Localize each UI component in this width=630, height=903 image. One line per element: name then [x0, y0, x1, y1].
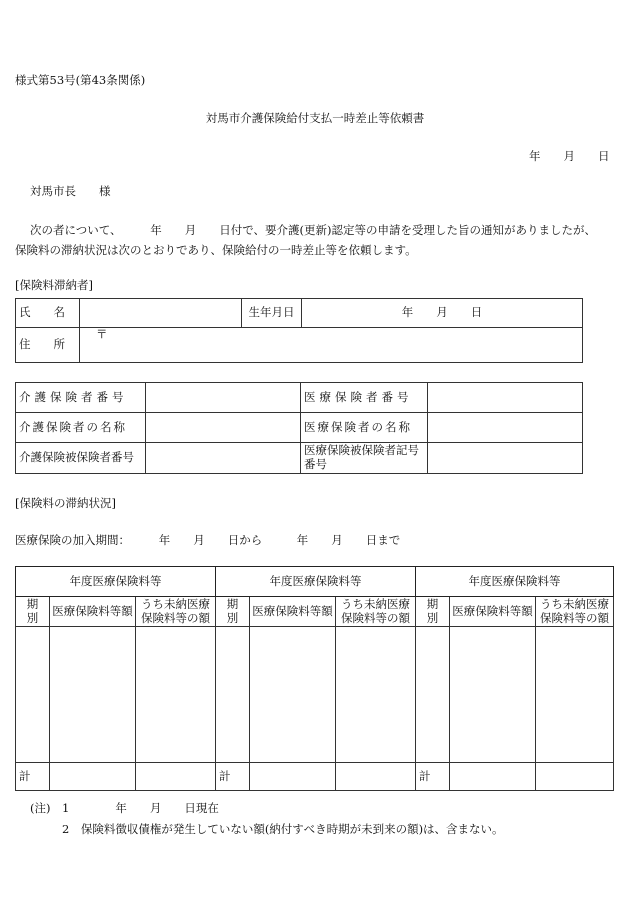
medical-insurer-name-field[interactable] [428, 413, 583, 443]
form-number: 様式第53号(第43条関係) [15, 73, 146, 87]
address-label: 住 所 [16, 328, 80, 363]
date-line: 年 月 日 [529, 149, 610, 163]
total-unpaid-1[interactable] [136, 763, 216, 791]
body-text-line1: 次の者について、 年 月 日付で、要介護(更新)認定等の申請を受理した旨の通知がありましたが、 [30, 223, 597, 237]
period-cell-3[interactable] [416, 627, 450, 763]
care-insured-number-label: 介護保険被保険者番号 [16, 443, 146, 474]
year-header-1: 年度医療保険料等 [16, 567, 216, 597]
total-label-3: 計 [416, 763, 450, 791]
medical-insured-number-label: 医療保険被保険者記号番号 [301, 443, 428, 474]
col-amount-1: 医療保険料等額 [50, 597, 136, 627]
notes-prefix: (注) [30, 801, 51, 815]
col-unpaid-1: うち未納医療保険料等の額 [136, 597, 216, 627]
care-insurer-number-label: 介護保険者番号 [16, 383, 146, 413]
body-text-line2: 保険料の滞納状況は次のとおりであり、保険給付の一時差止等を依頼します。 [15, 243, 417, 257]
col-unpaid-3: うち未納医療保険料等の額 [536, 597, 614, 627]
section-heading-status: [保険料の滞納状況] [15, 496, 116, 510]
dob-label: 生年月日 [242, 299, 302, 328]
total-label-1: 計 [16, 763, 50, 791]
name-field[interactable] [80, 299, 242, 328]
total-amount-1[interactable] [50, 763, 136, 791]
amount-cell-3[interactable] [450, 627, 536, 763]
medical-insurer-number-field[interactable] [428, 383, 583, 413]
care-insurer-name-label: 介護保険者の名称 [16, 413, 146, 443]
period-cell-1[interactable] [16, 627, 50, 763]
total-unpaid-2[interactable] [336, 763, 416, 791]
name-label: 氏 名 [16, 299, 80, 328]
person-table [15, 298, 583, 363]
note-1: 1 年 月 日現在 [62, 801, 219, 815]
medical-insurer-number-label: 医療保険者番号 [301, 383, 428, 413]
col-unpaid-2: うち未納医療保険料等の額 [336, 597, 416, 627]
unpaid-cell-1[interactable] [136, 627, 216, 763]
period-cell-2[interactable] [216, 627, 250, 763]
col-amount-2: 医療保険料等額 [250, 597, 336, 627]
total-amount-2[interactable] [250, 763, 336, 791]
insurer-table [15, 382, 583, 474]
col-period-3: 期 別 [416, 597, 450, 627]
address-field[interactable] [80, 328, 583, 363]
page-title: 対馬市介護保険給付支払一時差止等依頼書 [205, 111, 425, 125]
col-amount-3: 医療保険料等額 [450, 597, 536, 627]
col-period-1: 期 別 [16, 597, 50, 627]
year-header-3: 年度医療保険料等 [416, 567, 614, 597]
note-2: 2 保険料徴収債権が発生していない額(納付すべき時期が未到来の額)は、含まない。 [62, 822, 504, 836]
status-table [15, 566, 614, 791]
amount-cell-1[interactable] [50, 627, 136, 763]
total-amount-3[interactable] [450, 763, 536, 791]
total-label-2: 計 [216, 763, 250, 791]
care-insurer-name-field[interactable] [146, 413, 301, 443]
amount-cell-2[interactable] [250, 627, 336, 763]
year-header-2: 年度医療保険料等 [216, 567, 416, 597]
addressee: 対馬市長 様 [30, 184, 111, 198]
care-insurer-number-field[interactable] [146, 383, 301, 413]
medical-insurer-name-label: 医療保険者の名称 [301, 413, 428, 443]
unpaid-cell-2[interactable] [336, 627, 416, 763]
section-heading-delinquent: [保険料滞納者] [15, 278, 93, 292]
medical-insured-number-field[interactable] [428, 443, 583, 474]
care-insured-number-field[interactable] [146, 443, 301, 474]
dob-field[interactable] [302, 299, 583, 328]
dob-value: 年 月 日 [401, 305, 483, 320]
col-period-2: 期 別 [216, 597, 250, 627]
postal-mark: 〒 [96, 327, 108, 341]
enrollment-period: 医療保険の加入期間： 年 月 日から 年 月 日まで [15, 533, 401, 547]
unpaid-cell-3[interactable] [536, 627, 614, 763]
total-unpaid-3[interactable] [536, 763, 614, 791]
